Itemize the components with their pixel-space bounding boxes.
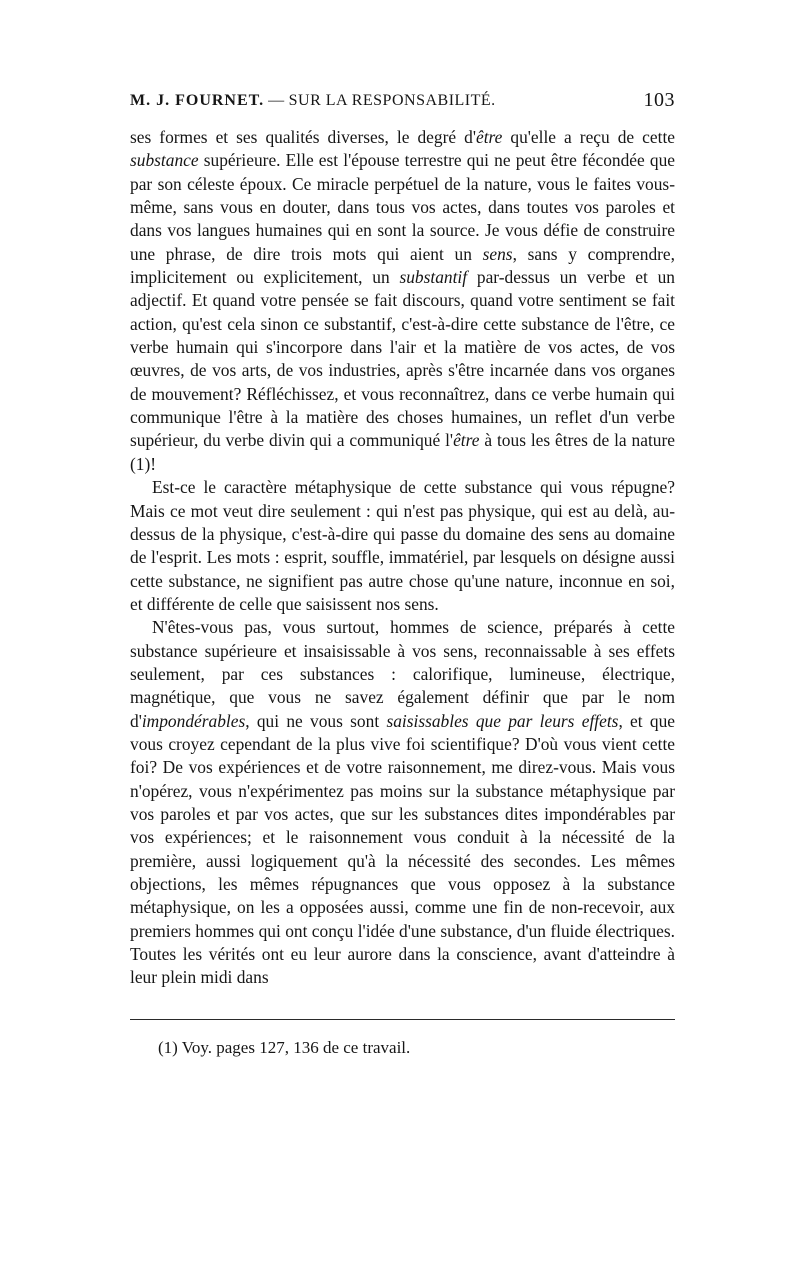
text-run: , qui ne vous sont [245, 710, 387, 731]
text-run: ses formes et ses qualités diverses, le degré d' [130, 127, 476, 147]
italic-text: sens [482, 243, 513, 264]
book-page [130, 89, 676, 1057]
header-author: M. J. FOURNET. [130, 92, 265, 109]
text-run: à tous les êtres de la nature (1)! [130, 430, 675, 474]
paragraph [130, 616, 675, 990]
text-run: , et que vous croyez cependant de la plus vive foi scientifique? D'où vous vient cette foi? De vos expériences et de votre raisonnement, me direz-vous. Mais vous n'opérez, vous n'expérimentez pas moins sur la substance métaphysique par vos paroles et par vos actes, que sur les substances dites impondérables par vos expériences; et le raisonnement vous conduit à la nécessité de la première, aussi logiquement qu'à la nécessité des secondes. Les mêmes objections, les mêmes répugnances que vous opposez à la substance métaphysique, on les a opposées aussi, comme une fin de non-recevoir, aux premiers hommes qui ont conçu l'idée d'une substance, d'un fluide électriques. Toutes les vérités ont eu leur aurore dans la conscience, avant d'atteindre à leur plein midi dans [130, 710, 675, 988]
footnote-rule [130, 1019, 675, 1020]
italic-text: substance [130, 150, 199, 171]
text-run: qu'elle a reçu de cette [502, 127, 675, 147]
paragraph [130, 476, 675, 616]
italic-text: être [475, 127, 503, 147]
paragraph [130, 126, 675, 476]
italic-text: impondérables [141, 710, 246, 731]
text-run: N'êtes-vous pas, vous surtout, hommes de science, préparés à cette substance supérieure et insaisissable à vos sens, reconnaissable à ses effets seulement, par ces substances : calorifique, lumineuse, électrique, magnétique, que vous ne savez également définir que par le nom d' [130, 617, 675, 731]
text-run: Est-ce le caractère métaphysique de cette substance qui vous répugne? Mais ce mot veut dire seulement : qui n'est pas physique, qui est au delà, au-dessus de la physique, c'est-à-dire qui passe du domaine des sens au domaine de l'esprit. Les mots : esprit, souffle, immatériel, par lesquels on désigne aussi cette substance, ne signifient pas autre chose qu'une nature, inconnue en soi, et différente de celle que saisissent nos sens. [130, 477, 675, 614]
body-text [130, 126, 675, 990]
italic-text: être [453, 430, 480, 451]
header-title: SUR LA RESPONSABILITÉ. [288, 92, 496, 109]
italic-text: saisissables que par leurs effets [386, 710, 619, 731]
italic-text: substantif [399, 267, 468, 288]
page-number: 103 [643, 89, 675, 111]
header-separator: — [268, 92, 285, 109]
running-header [130, 89, 675, 116]
text-run: supérieure. Elle est l'épouse terrestre qui ne peut être fécondée que par son céleste époux. Ce miracle perpétuel de la nature, vous le faites vous-même, sans vous en douter, dans tous vos actes, dans toutes vos paroles et dans vos langues humaines qui en sont la source. Je vous défie de construire une phrase, de dire trois mots qui aient un [130, 150, 675, 264]
footnote: (1) Voy. pages 127, 136 de ce travail. [158, 1038, 411, 1057]
text-run: , sans y comprendre, implicitement ou explicitement, un [130, 243, 676, 288]
text-run: par-dessus un verbe et un adjectif. Et quand votre pensée se fait discours, quand votre sentiment se fait action, qu'est cela sinon ce substantif, c'est-à-dire cette substance de l'être, ce verbe humain qui s'incorpore dans l'air et la matière de vos actes, de vos œuvres, de vos arts, de vos industries, après s'être incarnée dans vos organes de mouvement? Réfléchissez, et vous reconnaîtrez, dans ce verbe humain qui communique l'être à la matière des choses humaines, un reflet d'un verbe supérieur, du verbe divin qui a communiqué l' [130, 267, 675, 451]
